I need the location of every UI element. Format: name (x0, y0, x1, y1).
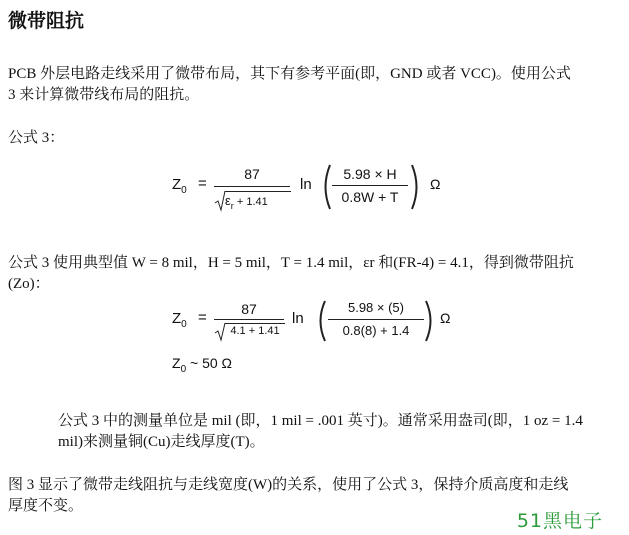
eq1-ln: ln (300, 176, 312, 193)
eq2-lhs: $Z_0$ (172, 310, 187, 330)
eq2-numerator: 87 (241, 301, 257, 317)
right-paren-icon-2 (424, 300, 436, 342)
eq1-numerator: 87 (244, 166, 260, 182)
intro-line-2: 3 来计算微带线布局的阻抗。 (8, 87, 200, 103)
units-note-line-2: mil)来测量铜(Cu)走线厚度(T)。 (58, 434, 265, 450)
figure-line-1: 图 3 显示了微带走线阻抗与走线宽度(W)的关系，使用了公式 3，保持介质高度和走线 (8, 477, 569, 493)
formula-label: 公式 3： (8, 130, 65, 146)
eq1-lhs: $Z_0$ (172, 176, 187, 196)
left-paren-icon-2 (315, 300, 327, 342)
formula-substituted (172, 298, 462, 348)
eq2-fraction-line (214, 319, 284, 320)
page-title: 微带阻抗 (8, 10, 85, 32)
eq2-inner-fraction-line (328, 319, 424, 320)
formula-result: $Z_0$ ~ 50 Ω (172, 355, 233, 375)
figure-line-2: 厚度不变。 (8, 498, 84, 514)
intro-line-1: PCB 外层电路走线采用了微带布局，其下有参考平面(即，GND 或者 VCC)。使用公式 (8, 66, 571, 82)
eq2-equals: = (198, 309, 207, 326)
intro-paragraph (8, 64, 571, 106)
eq2-denominator: 4.1 + 1.41 (214, 322, 286, 342)
figure-paragraph (8, 475, 568, 517)
values-line-2: (Zo)： (8, 276, 50, 292)
formula-3 (172, 162, 462, 222)
eq2-inner-numerator: 5.98 × (5) (347, 300, 404, 315)
eq2-ln: ln (292, 310, 304, 327)
eq1-unit: Ω (430, 176, 441, 192)
eq2-inner-denominator: 0.8(8) + 1.4 (342, 323, 410, 338)
units-note-line-1: 公式 3 中的测量单位是 mil (即，1 mil = .001 英寸)。通常采用盎司(即，1 oz = 1.4 (58, 413, 583, 429)
eq1-denominator: $\varepsilon_r + 1.41$ (214, 190, 294, 212)
eq1-inner-denominator: 0.8W + T (341, 189, 399, 205)
left-paren-icon (320, 164, 332, 210)
values-line-1: 公式 3 使用典型值 W = 8 mil，H = 5 mil，T = 1.4 mil，εr 和(FR-4) = 4.1，得到微带阻抗 (8, 255, 574, 271)
eq1-fraction-line (214, 186, 290, 187)
values-paragraph (8, 253, 574, 295)
units-note (58, 411, 583, 453)
eq1-inner-numerator: 5.98 × H (343, 166, 397, 182)
right-paren-icon (410, 164, 422, 210)
eq2-unit: Ω (440, 310, 451, 326)
eq1-equals: = (198, 175, 207, 192)
eq1-inner-fraction-line (332, 185, 408, 186)
watermark-logo: 51黑电子 (516, 510, 603, 532)
